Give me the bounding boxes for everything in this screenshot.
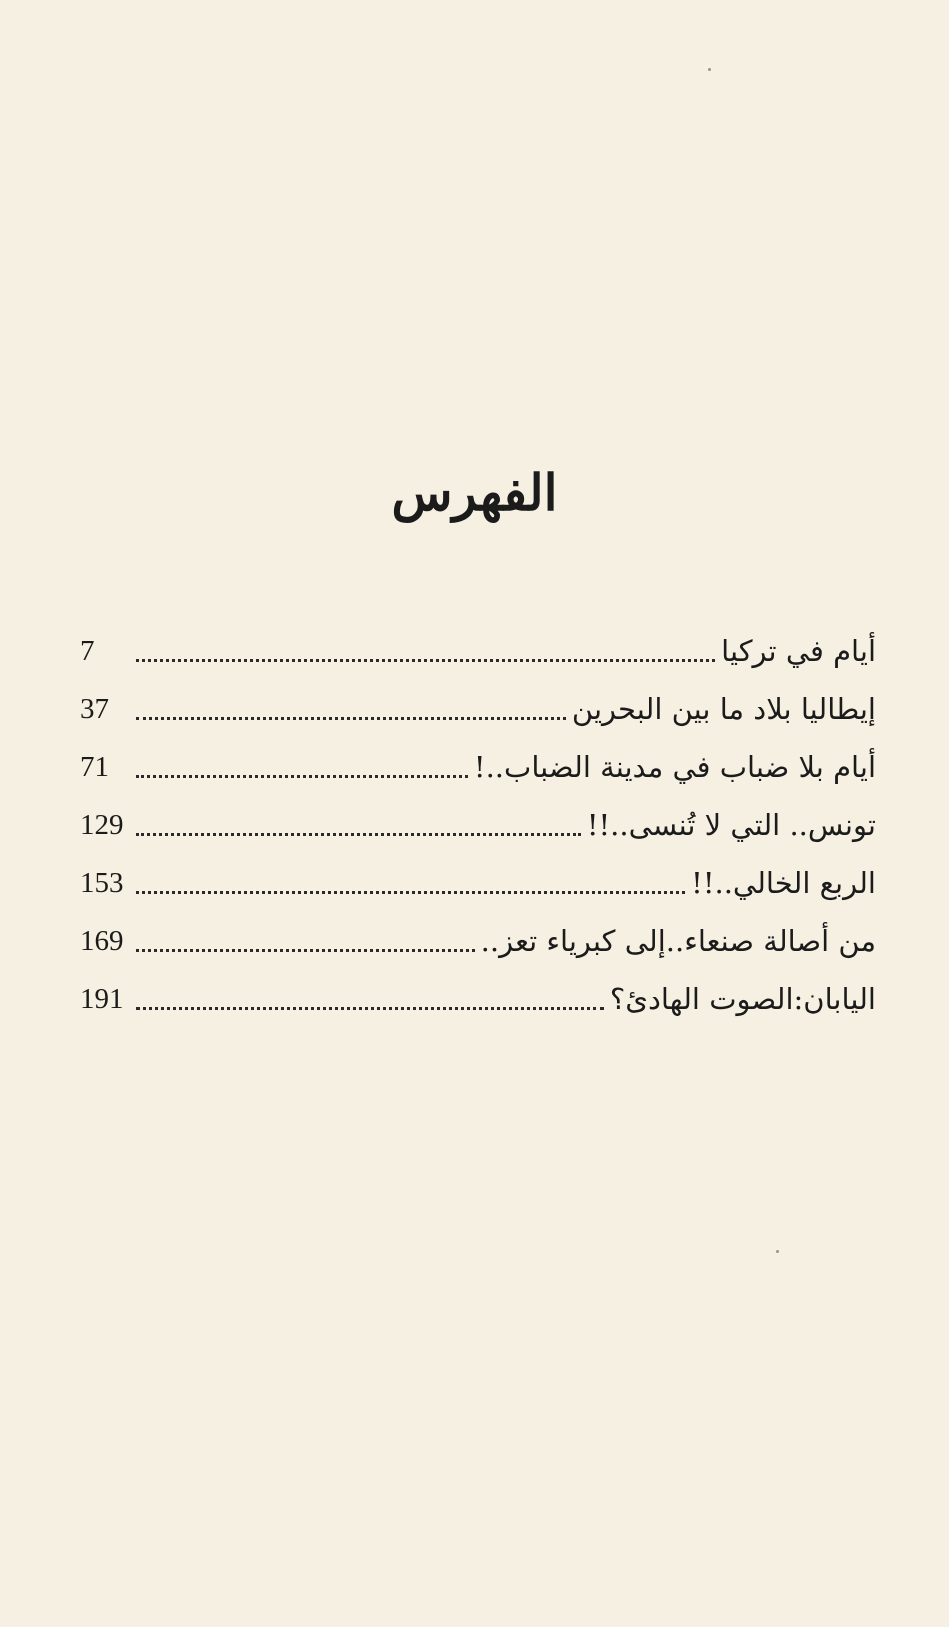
toc-entry-title: الربع الخالي..!! bbox=[691, 865, 876, 900]
toc-entry-title: تونس.. التي لا تُنسى..!! bbox=[586, 807, 876, 842]
toc-entry-page: 71 bbox=[80, 750, 109, 783]
toc-entry-page: 191 bbox=[80, 982, 124, 1015]
toc-entry-title: أيام بلا ضباب في مدينة الضباب..! bbox=[473, 749, 876, 784]
toc-entry-page: 129 bbox=[80, 808, 124, 841]
paper-speck bbox=[776, 1250, 779, 1253]
toc-entry bbox=[80, 796, 876, 854]
table-of-contents bbox=[80, 622, 876, 1028]
dot-leader bbox=[136, 949, 475, 952]
toc-entry bbox=[80, 854, 876, 912]
toc-entry-title: إيطاليا بلاد ما بين البحرين bbox=[571, 691, 876, 726]
toc-entry bbox=[80, 738, 876, 796]
toc-entry-title: من أصالة صنعاء..إلى كبرياء تعز.. bbox=[480, 923, 876, 958]
page-title: الفهرس bbox=[391, 463, 558, 522]
toc-entry-page: 169 bbox=[80, 924, 124, 957]
toc-entry-title: أيام في تركيا bbox=[721, 633, 876, 668]
paper-speck bbox=[708, 68, 711, 71]
dot-leader bbox=[136, 833, 581, 836]
dot-leader bbox=[136, 775, 468, 778]
toc-entry-page: 153 bbox=[80, 866, 124, 899]
dot-leader bbox=[136, 891, 685, 894]
toc-entry bbox=[80, 622, 876, 680]
toc-entry bbox=[80, 970, 876, 1028]
toc-entry-title: اليابان:الصوت الهادئ؟ bbox=[609, 981, 876, 1016]
toc-entry bbox=[80, 912, 876, 970]
dot-leader bbox=[136, 1007, 604, 1010]
toc-entry-page: 7 bbox=[80, 634, 95, 667]
dot-leader bbox=[136, 659, 715, 662]
dot-leader bbox=[136, 717, 566, 720]
toc-entry bbox=[80, 680, 876, 738]
toc-entry-page: 37 bbox=[80, 692, 109, 725]
